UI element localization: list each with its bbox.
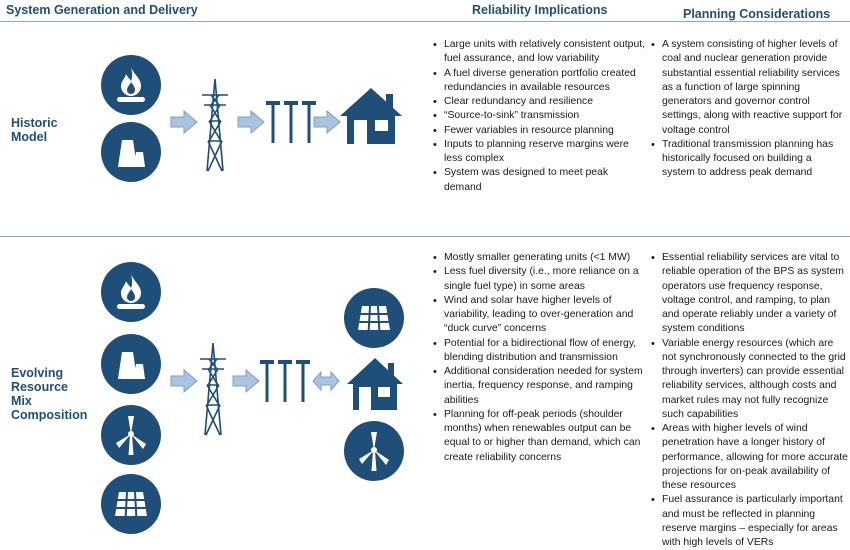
list-item: • Variable energy resources (which are not synchronously connected to the grid through inverters) can provide essential reliability services, although costs and market rules may not fully recognize such capabilities bbox=[651, 337, 849, 423]
house-icon bbox=[338, 86, 404, 146]
gas-generation-icon bbox=[101, 55, 161, 115]
house-icon bbox=[345, 356, 405, 412]
gas-generation-icon bbox=[101, 262, 161, 322]
coal-plant-icon bbox=[101, 334, 161, 394]
evolving-label-line-2: Resource bbox=[11, 380, 68, 394]
transmission-tower-icon bbox=[198, 341, 228, 437]
list-item: • Large units with relatively consistent output, fuel assurance, and low variability bbox=[433, 38, 645, 67]
list-item: • Clear redundancy and resilience bbox=[433, 95, 645, 109]
list-item: • Traditional transmission planning has historically focused on building a system to address peak demand bbox=[651, 138, 847, 181]
header-generation: System Generation and Delivery bbox=[6, 3, 198, 17]
list-item: • Fewer variables in resource planning bbox=[433, 124, 645, 138]
historic-label-line-2: Model bbox=[11, 130, 48, 144]
list-item: • Areas with higher levels of wind penetration have a longer history of performance, allowing for more accurate projections for on-peak availability of these resources bbox=[651, 422, 849, 493]
list-item: • Planning for off-peak periods (shoulder months) when renewables output can be equal to or higher than demand, which can create reliability concerns bbox=[433, 408, 647, 465]
list-item: • A fuel diverse generation portfolio created redundancies in available resources bbox=[433, 67, 645, 96]
transmission-tower-icon bbox=[200, 77, 230, 173]
section-divider bbox=[0, 236, 850, 237]
header-reliability: Reliability Implications bbox=[472, 3, 608, 17]
list-item: • A system consisting of higher levels of coal and nuclear generation provide substantial essential reliability services as a function of large spinning generators and governor control settings, along with reactive support for voltage control bbox=[651, 38, 847, 138]
arrow-icon bbox=[313, 110, 341, 134]
wind-turbine-icon bbox=[344, 421, 404, 481]
historic-label-line-1: Historic bbox=[11, 116, 58, 130]
evolving-label-line-3: Mix bbox=[11, 394, 32, 408]
evolving-label-line-1: Evolving bbox=[11, 366, 64, 380]
list-item: • Additional consideration needed for system inertia, frequency response, and ramping abilities bbox=[433, 365, 647, 408]
list-item: • Less fuel diversity (i.e., more reliance on a single fuel type) in some areas bbox=[433, 265, 647, 294]
list-item: • Essential reliability services are vital to reliable operation of the BPS as system operators use frequency response, voltage control, and ramping, to plan and operate reliably under a variety of system conditions bbox=[651, 251, 849, 337]
header-planning: Planning Considerations bbox=[683, 7, 831, 21]
evolving-reliability-list bbox=[433, 251, 647, 465]
evolving-planning-list bbox=[651, 251, 849, 550]
solar-panel-icon bbox=[344, 288, 404, 348]
list-item: • Wind and solar have higher levels of variability, leading to over-generation and “duck curve” concerns bbox=[433, 294, 647, 337]
solar-panel-icon bbox=[101, 474, 161, 534]
list-item: • Potential for a bidirectional flow of energy, blending distribution and transmission bbox=[433, 337, 647, 366]
list-item: • Inputs to planning reserve margins were less complex bbox=[433, 138, 645, 167]
coal-plant-icon bbox=[101, 122, 161, 182]
historic-planning-list bbox=[651, 38, 847, 181]
list-item: • System was designed to meet peak demand bbox=[433, 166, 645, 195]
arrow-icon bbox=[170, 369, 198, 393]
historic-label bbox=[11, 116, 58, 144]
wind-turbine-icon bbox=[101, 405, 161, 465]
list-item: • Mostly smaller generating units (<1 MW) bbox=[433, 251, 647, 265]
arrow-icon bbox=[237, 110, 265, 134]
list-item: • Fuel assurance is particularly important and must be reflected in planning reserve margins – especially for areas with high levels of VERs bbox=[651, 493, 849, 550]
evolving-label bbox=[11, 366, 87, 422]
historic-reliability-list bbox=[433, 38, 645, 195]
evolving-label-line-4: Composition bbox=[11, 408, 88, 422]
arrow-icon bbox=[170, 110, 198, 134]
bidirectional-arrow-icon bbox=[312, 369, 340, 393]
list-item: • “Source-to-sink” transmission bbox=[433, 109, 645, 123]
header-divider bbox=[0, 21, 850, 22]
